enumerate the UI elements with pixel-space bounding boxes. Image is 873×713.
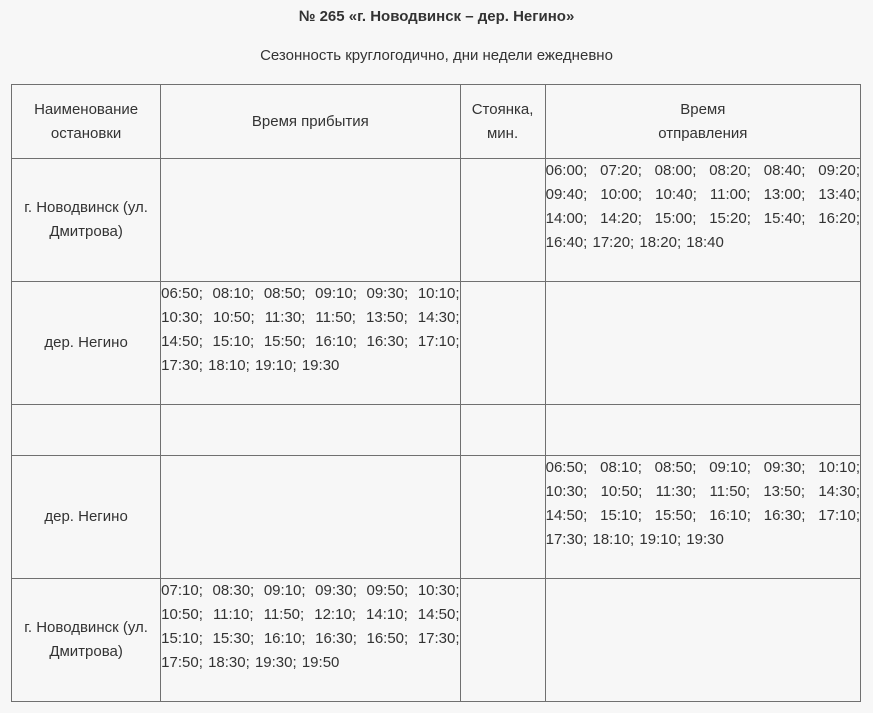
departure-cell xyxy=(545,456,860,579)
arrival-cell xyxy=(161,456,460,579)
time-separator: ; xyxy=(404,333,409,350)
header-parking-label: Стоянка, мин. xyxy=(471,100,534,142)
time-separator: ; xyxy=(198,606,203,623)
time-separator: ; xyxy=(198,309,203,326)
arrival-time: 09:10 xyxy=(315,285,353,302)
departure-time: 10:00 xyxy=(600,186,638,203)
time-separator: ; xyxy=(801,162,806,179)
arrival-time: 16:30 xyxy=(315,630,353,647)
arrival-time: 19:50 xyxy=(301,654,340,671)
time-separator: ; xyxy=(403,309,408,326)
arrival-time: 18:10 xyxy=(208,357,246,374)
time-separator: ; xyxy=(692,459,697,476)
time-separator: ; xyxy=(746,186,751,203)
header-departure-label-1: Время xyxy=(680,100,726,118)
arrival-time: 11:30 xyxy=(264,309,302,326)
arrival-time: 19:10 xyxy=(254,357,293,374)
time-separator: ; xyxy=(855,483,861,500)
departure-time: 16:30 xyxy=(763,507,802,524)
time-separator: ; xyxy=(801,186,806,203)
arrival-time: 08:50 xyxy=(263,285,302,302)
table-row xyxy=(12,456,861,579)
arrival-time: 19:30 xyxy=(254,654,293,671)
arrival-time: 14:10 xyxy=(366,606,404,623)
time-separator: ; xyxy=(801,210,806,227)
time-separator: ; xyxy=(583,186,588,203)
time-separator: ; xyxy=(198,582,203,599)
departure-time: 10:50 xyxy=(600,483,639,500)
arrival-time: 09:30 xyxy=(315,582,353,599)
time-separator: ; xyxy=(855,507,860,524)
table-row xyxy=(12,159,861,282)
arrival-time: 16:10 xyxy=(315,333,353,350)
departure-time: 10:30 xyxy=(545,483,584,500)
departure-time: 14:30 xyxy=(818,483,856,500)
departure-time: 06:00 xyxy=(545,162,584,179)
departure-time: 16:40 xyxy=(545,234,584,251)
departure-time: 14:50 xyxy=(545,507,584,524)
arrival-time: 18:30 xyxy=(208,654,246,671)
time-separator: ; xyxy=(292,654,297,671)
arrival-time: 11:50 xyxy=(315,309,352,326)
header-stop-label: Наименование остановки xyxy=(34,100,139,142)
arrival-cell xyxy=(161,579,460,702)
departure-cell xyxy=(545,282,860,405)
arrival-cell xyxy=(161,159,460,282)
time-separator: ; xyxy=(301,309,306,326)
time-separator: ; xyxy=(250,285,255,302)
arrival-time: 08:30 xyxy=(212,582,251,599)
time-separator: ; xyxy=(301,582,306,599)
time-separator: ; xyxy=(352,333,357,350)
time-separator: ; xyxy=(583,162,588,179)
departure-time: 08:50 xyxy=(654,459,693,476)
arrival-time: 10:50 xyxy=(212,309,251,326)
time-separator: ; xyxy=(249,606,254,623)
header-stop xyxy=(12,85,161,159)
arrival-time: 11:50 xyxy=(263,606,301,623)
departure-time: 13:00 xyxy=(763,186,802,203)
time-separator: ; xyxy=(637,507,642,524)
departure-time: 15:20 xyxy=(709,210,747,227)
departure-time: 08:00 xyxy=(654,162,693,179)
departure-time: 19:10 xyxy=(639,531,677,548)
stop-name: дер. Негино xyxy=(44,508,128,525)
departure-time: 07:20 xyxy=(600,162,638,179)
time-separator: ; xyxy=(583,210,588,227)
time-separator: ; xyxy=(250,309,255,326)
time-separator: ; xyxy=(455,333,460,350)
arrival-time: 12:10 xyxy=(314,606,352,623)
time-separator: ; xyxy=(801,507,806,524)
arrival-time: 17:50 xyxy=(161,654,199,671)
time-separator: ; xyxy=(245,357,250,374)
time-separator: ; xyxy=(630,531,635,548)
parking-cell xyxy=(460,159,545,282)
departure-time: 09:30 xyxy=(763,459,802,476)
departure-time: 15:50 xyxy=(654,507,693,524)
arrival-time: 17:30 xyxy=(161,357,199,374)
parking-cell xyxy=(460,579,545,702)
time-separator: ; xyxy=(855,210,860,227)
arrival-time: 14:30 xyxy=(417,309,456,326)
departure-time: 15:00 xyxy=(654,210,693,227)
time-separator: ; xyxy=(855,162,860,179)
time-separator: ; xyxy=(583,459,588,476)
time-separator: ; xyxy=(300,606,305,623)
arrival-time: 16:30 xyxy=(366,333,405,350)
stop-name: г. Новодвинск (ул. Дмитрова) xyxy=(24,619,148,660)
arrival-time: 17:10 xyxy=(417,333,456,350)
arrival-time: 15:10 xyxy=(212,333,251,350)
departure-time: 14:00 xyxy=(545,210,584,227)
departure-time: 13:40 xyxy=(818,186,856,203)
time-separator: ; xyxy=(250,333,255,350)
time-separator: ; xyxy=(746,162,751,179)
arrival-time: 15:50 xyxy=(263,333,302,350)
departure-time: 11:30 xyxy=(655,483,693,500)
time-separator: ; xyxy=(352,630,357,647)
arrival-time: 13:50 xyxy=(366,309,404,326)
departure-time: 10:10 xyxy=(818,459,856,476)
time-separator: ; xyxy=(692,483,697,500)
time-separator: ; xyxy=(800,483,806,500)
arrival-time: 06:50 xyxy=(161,285,199,302)
time-separator: ; xyxy=(250,630,255,647)
time-separator: ; xyxy=(198,285,203,302)
departure-time: 09:40 xyxy=(545,186,584,203)
arrival-time: 09:30 xyxy=(366,285,405,302)
departure-time: 15:40 xyxy=(763,210,802,227)
time-separator: ; xyxy=(692,507,697,524)
arrival-time: 09:10 xyxy=(263,582,302,599)
departure-cell xyxy=(545,405,860,456)
time-separator: ; xyxy=(746,459,751,476)
table-row xyxy=(12,282,861,405)
arrival-time: 19:30 xyxy=(301,357,340,374)
table-row xyxy=(12,405,861,456)
table-row xyxy=(12,579,861,702)
time-separator: ; xyxy=(637,186,643,203)
stop-name-cell xyxy=(12,579,161,702)
departure-time: 16:20 xyxy=(818,210,856,227)
departure-time: 09:10 xyxy=(709,459,747,476)
time-separator: ; xyxy=(637,162,642,179)
departure-time: 09:20 xyxy=(818,162,856,179)
header-row xyxy=(12,85,861,159)
time-separator: ; xyxy=(352,582,357,599)
time-separator: ; xyxy=(692,186,697,203)
time-separator: ; xyxy=(745,483,751,500)
time-separator: ; xyxy=(198,630,203,647)
departure-time: 16:10 xyxy=(709,507,747,524)
stop-name-cell xyxy=(12,405,161,456)
time-separator: ; xyxy=(198,654,203,671)
arrival-time: 07:10 xyxy=(161,582,199,599)
departure-time: 08:10 xyxy=(600,459,638,476)
arrival-time: 10:30 xyxy=(161,309,199,326)
time-separator: ; xyxy=(637,210,642,227)
departure-time: 17:10 xyxy=(818,507,856,524)
departure-time: 13:50 xyxy=(763,483,801,500)
time-separator: ; xyxy=(676,234,682,251)
time-separator: ; xyxy=(676,531,682,548)
arrival-time: 17:30 xyxy=(417,630,456,647)
departure-time: 11:50 xyxy=(709,483,746,500)
header-arrival-label: Время прибытия xyxy=(251,112,369,130)
time-separator: ; xyxy=(301,285,306,302)
arrival-time: 10:50 xyxy=(161,606,199,623)
time-separator: ; xyxy=(455,309,460,326)
departure-time: 08:20 xyxy=(709,162,747,179)
departure-time: 15:10 xyxy=(600,507,638,524)
time-separator: ; xyxy=(404,285,409,302)
timetable-body xyxy=(12,159,861,702)
arrival-time: 14:50 xyxy=(161,333,199,350)
time-separator: ; xyxy=(455,285,460,302)
time-separator: ; xyxy=(583,531,588,548)
arrival-time: 15:30 xyxy=(212,630,251,647)
page-title: № 265 «г. Новодвинск – дер. Негино» xyxy=(298,8,575,25)
arrival-time: 15:10 xyxy=(161,630,199,647)
time-separator: ; xyxy=(692,210,697,227)
time-separator: ; xyxy=(245,654,250,671)
time-separator: ; xyxy=(455,606,460,623)
time-separator: ; xyxy=(583,483,588,500)
header-departure xyxy=(545,85,860,159)
stop-name-cell xyxy=(12,159,161,282)
stop-name: дер. Негино xyxy=(44,334,128,351)
time-separator: ; xyxy=(583,507,588,524)
time-separator: ; xyxy=(801,459,806,476)
time-separator: ; xyxy=(351,606,356,623)
time-separator: ; xyxy=(455,630,460,647)
time-separator: ; xyxy=(301,630,306,647)
arrival-time: 11:10 xyxy=(212,606,250,623)
header-parking xyxy=(460,85,545,159)
arrival-time: 08:10 xyxy=(212,285,251,302)
departure-time: 17:30 xyxy=(545,531,584,548)
time-separator: ; xyxy=(292,357,297,374)
time-separator: ; xyxy=(637,459,642,476)
arrival-time: 10:30 xyxy=(417,582,456,599)
departure-time: 06:50 xyxy=(545,459,584,476)
departure-time: 08:40 xyxy=(763,162,802,179)
parking-cell xyxy=(460,282,545,405)
departure-time: 19:30 xyxy=(686,531,724,548)
departure-cell xyxy=(545,159,860,282)
header-arrival xyxy=(161,85,460,159)
parking-cell xyxy=(460,456,545,579)
departure-time: 17:20 xyxy=(592,234,631,251)
time-separator: ; xyxy=(855,459,860,476)
time-separator: ; xyxy=(403,606,408,623)
arrival-time: 16:10 xyxy=(263,630,302,647)
arrival-time: 09:50 xyxy=(366,582,405,599)
time-separator: ; xyxy=(583,234,588,251)
departure-time: 18:10 xyxy=(592,531,631,548)
arrival-cell xyxy=(161,405,460,456)
time-separator: ; xyxy=(630,234,635,251)
timetable xyxy=(11,84,861,702)
departure-time: 14:20 xyxy=(600,210,638,227)
arrival-cell xyxy=(161,282,460,405)
time-separator: ; xyxy=(404,582,409,599)
arrival-time: 10:10 xyxy=(417,285,456,302)
time-separator: ; xyxy=(855,186,861,203)
header-departure-label-2: отправления xyxy=(658,124,748,142)
departure-cell xyxy=(545,579,860,702)
time-separator: ; xyxy=(351,309,356,326)
arrival-time: 16:50 xyxy=(366,630,405,647)
stop-name-cell xyxy=(12,456,161,579)
time-separator: ; xyxy=(301,333,306,350)
departure-time: 10:40 xyxy=(655,186,693,203)
time-separator: ; xyxy=(352,285,357,302)
departure-time: 11:00 xyxy=(709,186,747,203)
time-separator: ; xyxy=(638,483,643,500)
stop-name: г. Новодвинск (ул. Дмитрова) xyxy=(24,199,148,240)
arrival-time: 14:50 xyxy=(417,606,456,623)
time-separator: ; xyxy=(198,333,203,350)
time-separator: ; xyxy=(455,582,460,599)
time-separator: ; xyxy=(404,630,409,647)
departure-time: 18:40 xyxy=(686,234,724,251)
time-separator: ; xyxy=(198,357,203,374)
departure-time: 18:20 xyxy=(639,234,677,251)
time-separator: ; xyxy=(746,507,751,524)
parking-cell xyxy=(460,405,545,456)
stop-name-cell xyxy=(12,282,161,405)
time-separator: ; xyxy=(746,210,751,227)
page-subtitle: Сезонность круглогодично, дни недели ежедневно xyxy=(260,47,613,64)
time-separator: ; xyxy=(692,162,697,179)
time-separator: ; xyxy=(250,582,255,599)
